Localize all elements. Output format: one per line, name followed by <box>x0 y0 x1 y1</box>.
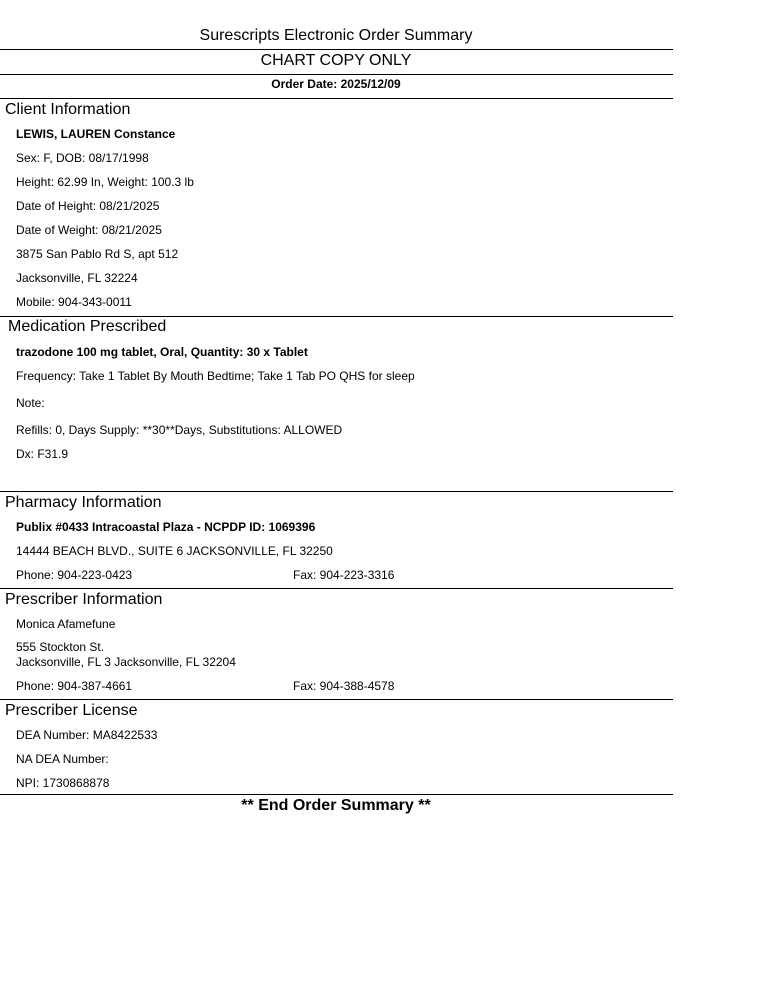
divider <box>0 316 673 317</box>
license-dea-number: DEA Number: MA8422533 <box>16 728 158 742</box>
pharmacy-fax: Fax: 904-223-3316 <box>293 568 395 582</box>
pharmacy-phone: Phone: 904-223-0423 <box>16 568 133 582</box>
medication-section-heading: Medication Prescribed <box>8 318 167 335</box>
client-address-street: 3875 San Pablo Rd S, apt 512 <box>16 247 179 261</box>
divider <box>0 588 673 589</box>
medication-note: Note: <box>16 396 45 410</box>
prescriber-address-city: Jacksonville, FL 3 Jacksonville, FL 32204 <box>16 655 236 669</box>
divider <box>0 98 673 99</box>
end-order-summary: ** End Order Summary ** <box>241 797 431 814</box>
client-date-of-weight: Date of Weight: 08/21/2025 <box>16 223 162 237</box>
chart-copy-label: CHART COPY ONLY <box>260 52 412 69</box>
pharmacy-address: 14444 BEACH BLVD., SUITE 6 JACKSONVILLE, FL 32250 <box>16 544 333 558</box>
document-title: Surescripts Electronic Order Summary <box>199 27 473 44</box>
prescriber-fax: Fax: 904-388-4578 <box>293 679 395 693</box>
client-name: LEWIS, LAUREN Constance <box>16 127 176 141</box>
client-address-city: Jacksonville, FL 32224 <box>16 271 138 285</box>
divider <box>0 699 673 700</box>
license-section-heading: Prescriber License <box>5 702 138 719</box>
medication-dx: Dx: F31.9 <box>16 447 69 461</box>
prescriber-address-street: 555 Stockton St. <box>16 640 105 654</box>
client-mobile: Mobile: 904-343-0011 <box>16 295 132 309</box>
pharmacy-section-heading: Pharmacy Information <box>5 494 162 511</box>
medication-drug: trazodone 100 mg tablet, Oral, Quantity: 30 x Tablet <box>16 345 308 359</box>
client-date-of-height: Date of Height: 08/21/2025 <box>16 199 160 213</box>
pharmacy-name: Publix #0433 Intracoastal Plaza - NCPDP ID: 1069396 <box>16 520 316 534</box>
license-na-dea-number: NA DEA Number: <box>16 752 109 766</box>
client-sex-dob: Sex: F, DOB: 08/17/1998 <box>16 151 149 165</box>
divider <box>0 491 673 492</box>
license-npi: NPI: 1730868878 <box>16 776 110 790</box>
medication-refills: Refills: 0, Days Supply: **30**Days, Substitutions: ALLOWED <box>16 423 343 437</box>
prescriber-name: Monica Afamefune <box>16 617 116 631</box>
medication-frequency: Frequency: Take 1 Tablet By Mouth Bedtime; Take 1 Tab PO QHS for sleep <box>16 369 415 383</box>
prescriber-phone: Phone: 904-387-4661 <box>16 679 133 693</box>
divider <box>0 49 673 50</box>
client-height-weight: Height: 62.99 In, Weight: 100.3 lb <box>16 175 194 189</box>
order-date: Order Date: 2025/12/09 <box>271 77 401 91</box>
prescriber-section-heading: Prescriber Information <box>5 591 163 608</box>
client-section-heading: Client Information <box>5 101 131 118</box>
divider <box>0 794 673 795</box>
divider <box>0 74 673 75</box>
